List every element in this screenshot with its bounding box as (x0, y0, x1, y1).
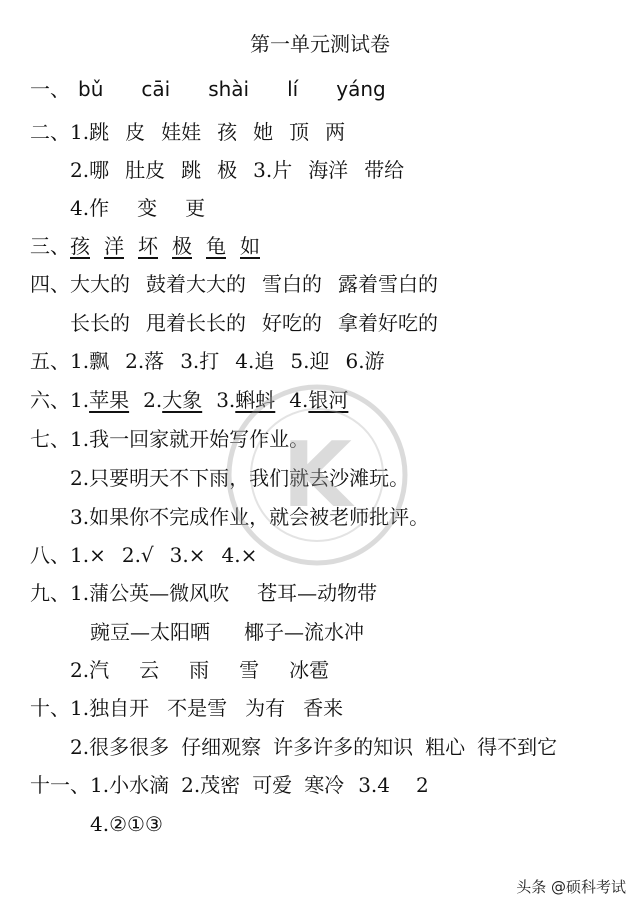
q6-number: 六、 (30, 388, 70, 412)
answer-item: 蒲公英—微风吹 (89, 581, 230, 605)
q8-number: 八、 (30, 543, 70, 567)
answer-item: 4.× (221, 543, 258, 567)
answer-item: 得不到它 (477, 735, 558, 759)
item-number: 2. (70, 735, 90, 759)
answer-item: 3.打 (180, 349, 220, 373)
answer-item: 不是雪 (167, 696, 228, 720)
answer-item: 皮 (125, 120, 146, 144)
q3-line (30, 232, 260, 260)
answer-item: 寒冷 (304, 773, 345, 797)
q2-line-2 (70, 156, 404, 184)
q9-line-1 (30, 579, 377, 607)
answer-item: 好吃的 (262, 311, 322, 335)
answer-item: 更 (185, 196, 206, 220)
answer-item: 露着雪白的 (338, 272, 438, 296)
item-number: 4. (289, 388, 309, 412)
answer-item: 可爱 (252, 773, 293, 797)
svg-text:K: K (282, 423, 352, 528)
answer-item: 片 (272, 158, 293, 182)
answer-item: 粗心 (425, 735, 466, 759)
underlined-answer: 坏 (138, 234, 158, 258)
answer-item: 两 (325, 120, 346, 144)
item-number: 2. (70, 658, 90, 682)
underlined-answer: 洋 (104, 234, 124, 258)
q9-line-3 (70, 656, 329, 684)
answer-item: 雪 (239, 658, 260, 682)
underlined-answer: 孩 (70, 234, 90, 258)
underlined-answer: 苹果 (89, 388, 130, 412)
answer-item: 作 (89, 196, 110, 220)
q11-line-1 (30, 771, 429, 799)
answer-item: 肚皮 (125, 158, 166, 182)
answer-item: 5.迎 (290, 349, 330, 373)
item-number: 1. (70, 388, 90, 412)
answer-item: 小水滴 (109, 773, 170, 797)
item-number: 1. (70, 120, 90, 144)
answer-item: 大大的 (70, 272, 130, 296)
pinyin-item: bǔ (78, 77, 104, 101)
q2-line-1 (30, 118, 345, 146)
answer-item: 跳 (89, 120, 110, 144)
item-number: 4. (90, 812, 110, 836)
answer-item: 香来 (303, 696, 344, 720)
answer-item: 冰雹 (289, 658, 330, 682)
answer-item: 云 (139, 658, 160, 682)
answer-item: 2 (416, 773, 429, 797)
answer-item: ②①③ (109, 812, 163, 836)
answer-item: 变 (137, 196, 158, 220)
answer-item: 6.游 (345, 349, 385, 373)
underlined-answer: 极 (172, 234, 192, 258)
q2-number: 二、 (30, 120, 70, 144)
item-number: 4. (70, 196, 90, 220)
answer-item: 1.× (70, 543, 106, 567)
item-number: 1. (70, 696, 90, 720)
item-number: 3. (216, 388, 236, 412)
answer-item: 2.√ (121, 543, 154, 567)
underlined-answer: 蝌蚪 (235, 388, 276, 412)
pinyin-item: yáng (336, 77, 386, 101)
answer-item: 带给 (364, 158, 405, 182)
answer-item: 哪 (89, 158, 110, 182)
q2-line-3 (70, 194, 205, 222)
q4-line-2 (70, 309, 438, 337)
answer-item: 很多很多 (89, 735, 170, 759)
answer-item: 顶 (289, 120, 310, 144)
answer-item: 2.茂密 (181, 773, 241, 797)
underlined-answer: 银河 (308, 388, 349, 412)
pinyin-item: shài (208, 77, 250, 101)
answer-item: 3.4 (358, 773, 390, 797)
q1-line (30, 75, 386, 103)
answer-item: 娃娃 (161, 120, 202, 144)
underlined-answer: 龟 (206, 234, 226, 258)
answer-item: 极 (217, 158, 238, 182)
answer-item: 鼓着大大的 (146, 272, 246, 296)
q11-line-2 (90, 810, 163, 838)
q9-line-2 (90, 618, 364, 646)
answer-item: 椰子—流水冲 (244, 620, 364, 644)
underlined-answer: 如 (240, 234, 260, 258)
q5-line (30, 347, 385, 375)
answer-item: 许多许多的知识 (273, 735, 414, 759)
q7-number: 七、 (30, 427, 70, 451)
page-title: 第一单元测试卷 (250, 32, 390, 56)
answer-item: 拿着好吃的 (338, 311, 438, 335)
answer-sentence: 2.只要明天不下雨，我们就去沙滩玩。 (70, 466, 410, 490)
answer-item: 独自开 (89, 696, 150, 720)
q4-line-1 (30, 270, 438, 298)
pinyin-item: cāi (141, 77, 171, 101)
q11-number: 十一、 (30, 773, 90, 797)
q10-number: 十、 (30, 696, 70, 720)
answer-item: 汽 (89, 658, 110, 682)
answer-item: 雨 (189, 658, 210, 682)
answer-item: 2.落 (125, 349, 165, 373)
answer-item: 苍耳—动物带 (257, 581, 378, 605)
underlined-answer: 大象 (162, 388, 203, 412)
answer-item: 雪白的 (262, 272, 322, 296)
answer-item: 4.追 (235, 349, 275, 373)
answer-item: 她 (253, 120, 274, 144)
q10-line-2 (70, 733, 557, 761)
answer-item: 仔细观察 (181, 735, 262, 759)
answer-item: 长长的 (70, 311, 130, 335)
item-number: 1. (70, 581, 90, 605)
answer-item: 豌豆—太阳晒 (90, 620, 210, 644)
q4-number: 四、 (30, 272, 70, 296)
item-number: 2. (70, 158, 90, 182)
answer-item: 跳 (181, 158, 202, 182)
answer-item: 为有 (245, 696, 286, 720)
q1-number: 一、 (30, 77, 70, 101)
answer-item: 1.飘 (70, 349, 110, 373)
answer-item: 3.× (169, 543, 206, 567)
item-number: 3. (253, 158, 273, 182)
q9-number: 九、 (30, 581, 70, 605)
watermark-seal-icon (222, 380, 412, 570)
q5-number: 五、 (30, 349, 70, 373)
q10-line-1 (30, 694, 343, 722)
footer-credit: 头条 @硕科考试 (516, 878, 626, 896)
item-number: 1. (90, 773, 110, 797)
answer-sentence: 3.如果你不完成作业，就会被老师批评。 (70, 505, 430, 529)
answer-item: 甩着长长的 (146, 311, 246, 335)
answer-item: 孩 (217, 120, 238, 144)
pinyin-item: lí (287, 77, 299, 101)
answer-item: 海洋 (308, 158, 349, 182)
answer-sentence: 1.我一回家就开始写作业。 (70, 427, 310, 451)
item-number: 2. (143, 388, 163, 412)
q3-number: 三、 (30, 234, 70, 258)
